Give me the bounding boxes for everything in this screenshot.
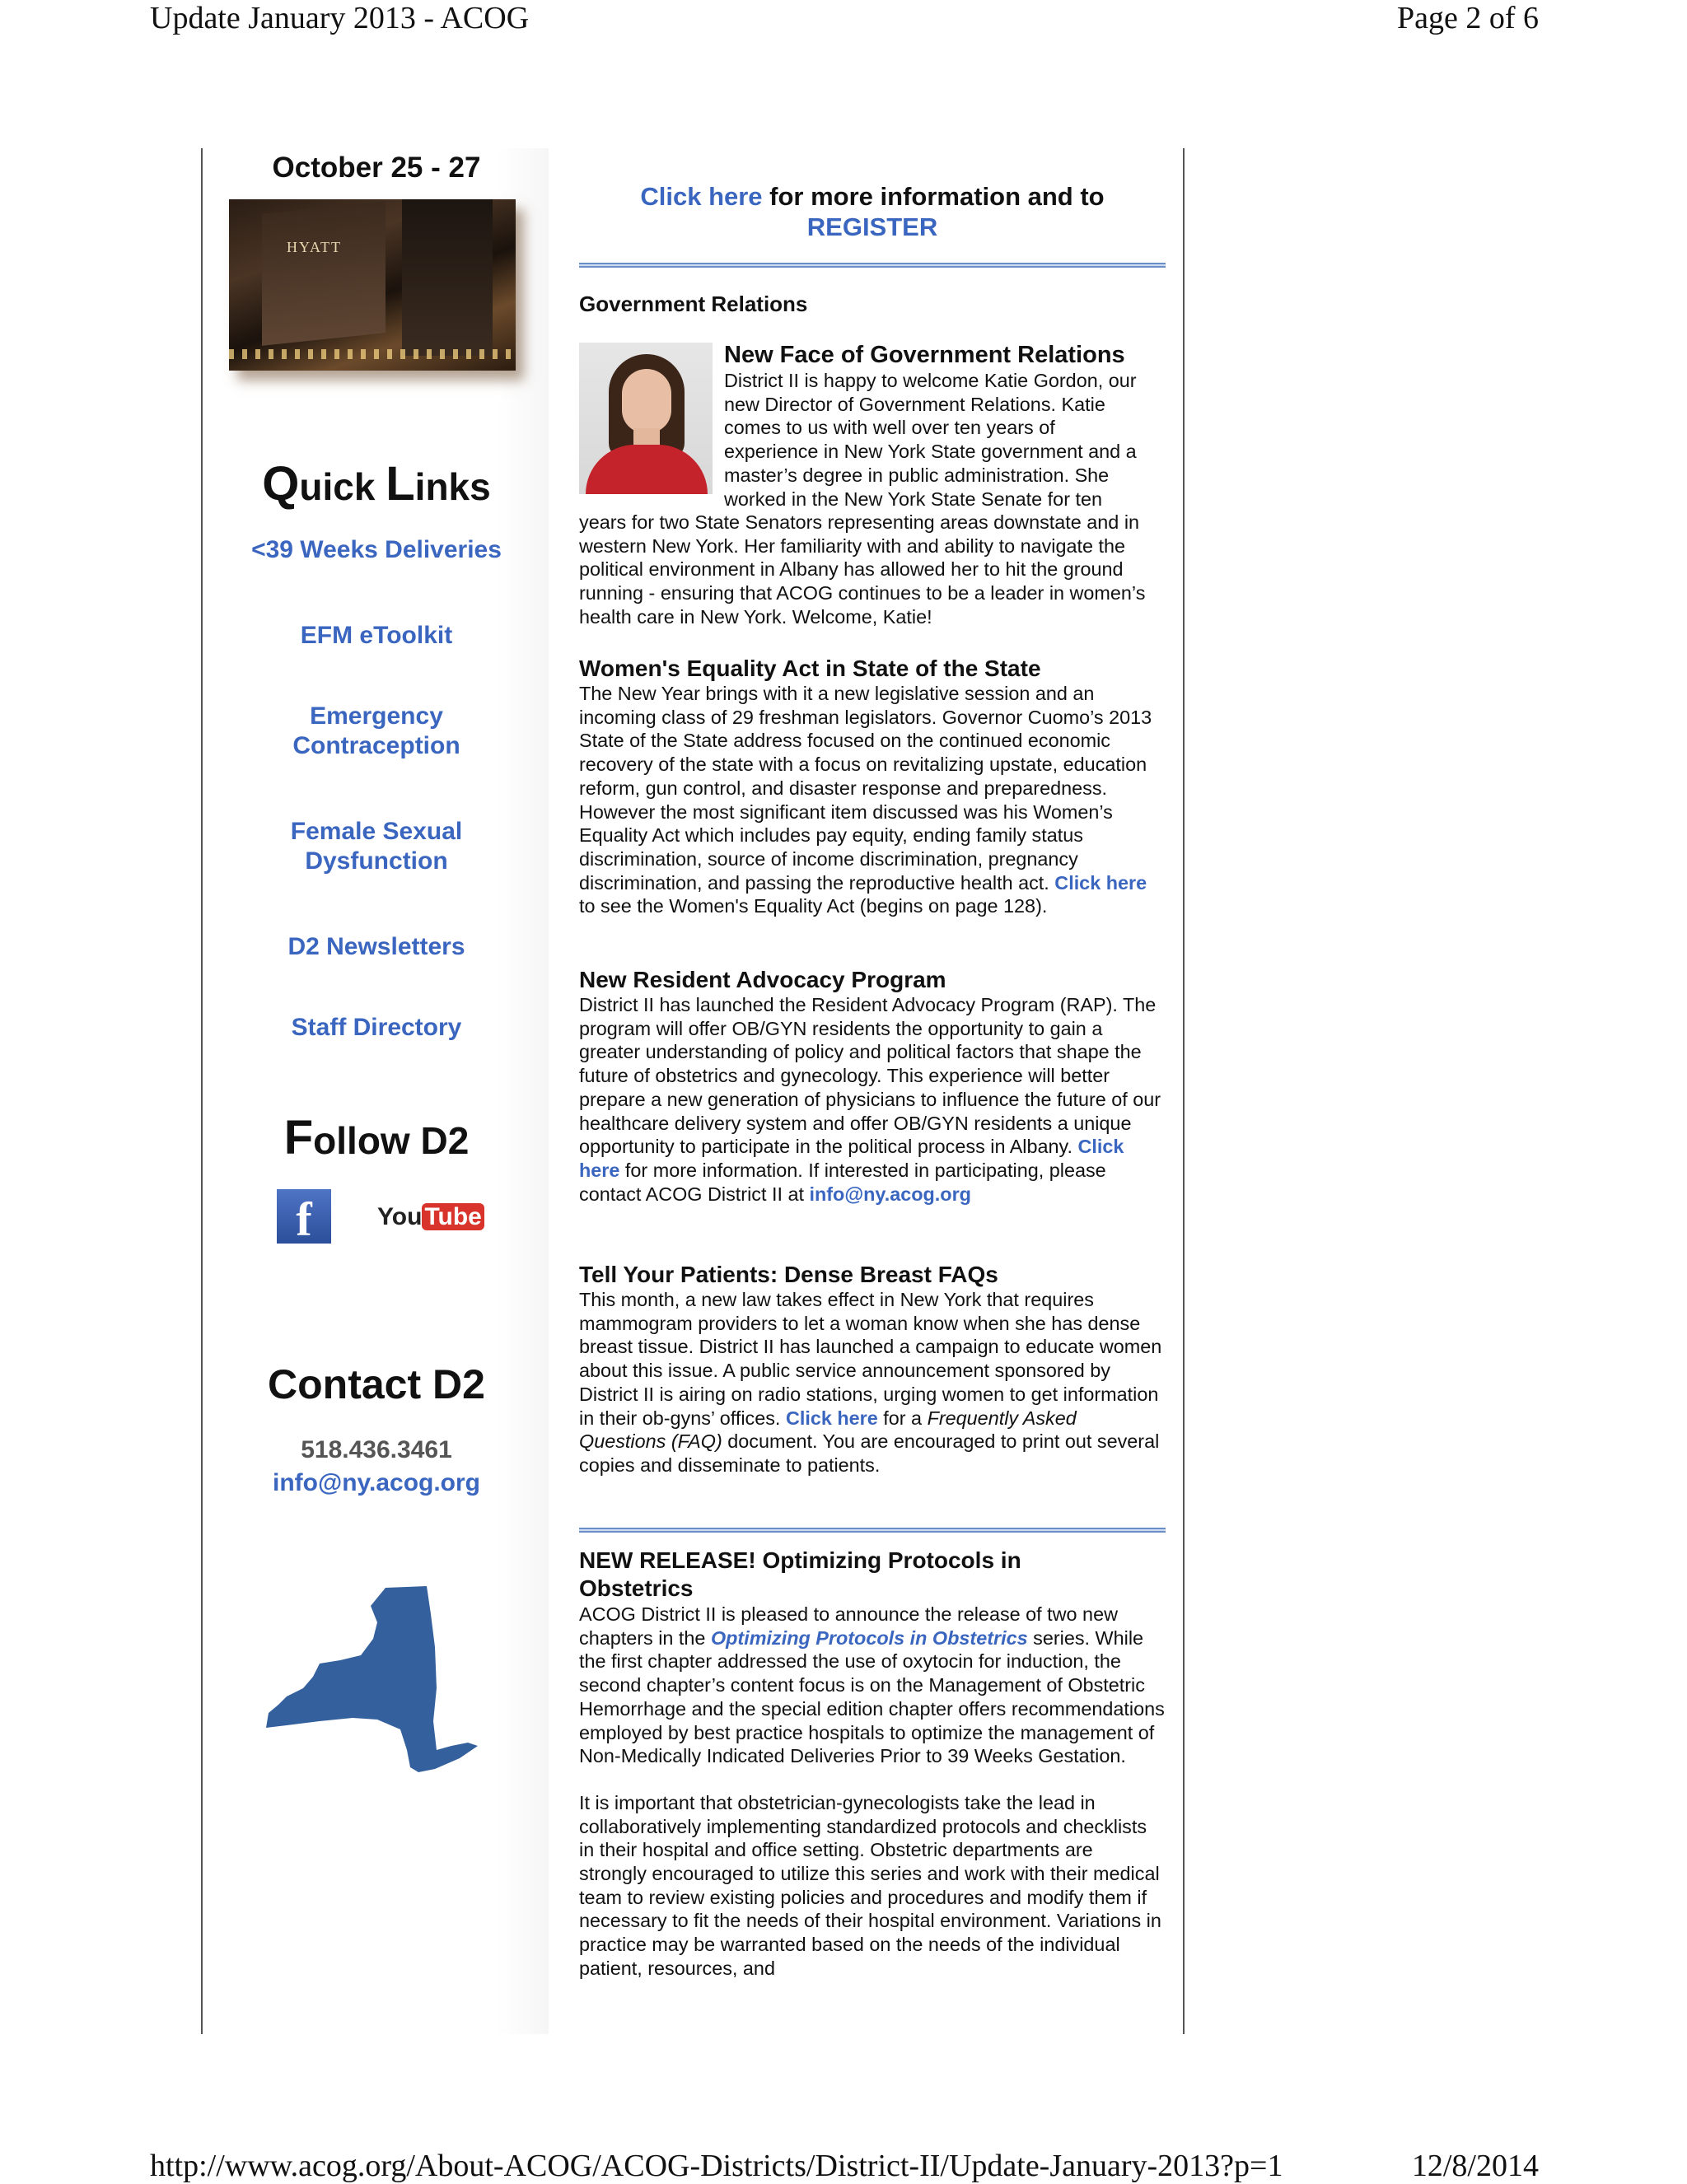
hotel-lights (229, 349, 516, 359)
protocols-section (579, 1547, 1166, 1981)
equality-section (579, 656, 1166, 918)
contact-phone: 518.436.3461 (301, 1436, 452, 1463)
right-column-rule (1183, 148, 1185, 2034)
government-relations-heading: Government Relations (579, 292, 808, 316)
rap-email-link[interactable]: info@ny.acog.org (809, 1183, 971, 1205)
katie-gordon-photo (579, 343, 713, 494)
hotel-photo[interactable] (229, 199, 516, 371)
link-39-weeks-deliveries[interactable]: <39 Weeks Deliveries (251, 536, 502, 563)
contact-email-link[interactable]: info@ny.acog.org (272, 1469, 481, 1496)
link-emergency-contraception[interactable]: Emergency Contraception (292, 702, 460, 759)
contact-d2-heading: Contact D2 (268, 1361, 485, 1407)
event-date: October 25 - 27 (272, 152, 481, 184)
optimizing-protocols-link[interactable]: Optimizing Protocols in Obstetrics (710, 1626, 1028, 1649)
hotel-sign: HYATT (287, 239, 342, 255)
link-d2-newsletters[interactable]: D2 Newsletters (287, 933, 465, 960)
new-face-title: New Face of Government Relations (724, 342, 1125, 368)
dense-breast-body: This month, a new law takes effect in New York that requires mammogram providers to let a woman know when she has dense breast tissue. District II has launched a campaign to educate women about this issue. A public service announcement sponsored by District II is airing on radio stations, urging women to get information in their ob-gyns’ offices. Click here for a Frequently Asked Questions (FAQ) document. You are encouraged to print out several copies and disseminate to patients. (579, 1289, 1162, 1476)
print-date: 12/8/2014 (1411, 2149, 1539, 2183)
section-divider-2 (579, 1528, 1166, 1533)
rap-click-here-link[interactable]: Click here (579, 1136, 1124, 1181)
rap-title: New Resident Advocacy Program (579, 967, 946, 992)
print-header (0, 0, 1687, 41)
print-page-number: Page 2 of 6 (1396, 1, 1539, 35)
left-column-rule (201, 148, 203, 2034)
cta-click-here-link[interactable]: Click here (640, 182, 763, 211)
rap-body: District II has launched the Resident Advocacy Program (RAP). The program will offer OB/GYN residents the opportunity to gain a greater understanding of policy and political factors that shape the future of obstetrics and gynecology. This experience will better prepare a new generation of physicians to influence the future of our healthcare delivery system and offer OB/GYN residents a unique opportunity to participate in the political process in Albany. Click here for more information. If interested in participating, please contact ACOG District II at info@ny.acog.org (579, 994, 1161, 1205)
hotel-tower (262, 201, 386, 346)
link-female-sexual-dysfunction[interactable]: Female Sexual Dysfunction (290, 818, 463, 875)
faq-click-here-link[interactable]: Click here (785, 1407, 878, 1429)
print-title: Update January 2013 - ACOG (150, 1, 530, 35)
dense-breast-section (579, 1262, 1166, 1477)
quick-links-heading: Quick Links (262, 457, 491, 511)
facebook-icon[interactable]: f (277, 1189, 331, 1244)
sidebar (204, 148, 549, 2034)
rap-section (579, 967, 1166, 1206)
register-cta: Click here for more information and to REGISTER (640, 182, 1105, 241)
youtube-icon[interactable]: You Tube (377, 1201, 476, 1234)
equality-body: The New Year brings with it a new legislative session and an incoming class of 29 freshman legislators. Governor Cuomo’s 2013 State of the State address focused on the continued economic recovery of the state with a focus on revitalizing upstate, education reform, gun control, and disaster response and preparedness. However the most significant item discussed was his Women’s Equality Act which includes pay equity, ending family status discrimination, source of income discrimination, pregnancy discrimination, and passing the reproductive health act. Click here to see the Women's Equality Act (begins on page 128). (579, 683, 1152, 917)
new-face-wrapped: New Face of Government Relations District II is happy to welcome Katie Gordon, our new Director of Government Relations. Katie comes to us with well over ten years of experience in New York State government and a master’s degree in public administration. She worked in the New York State Senate for ten (724, 341, 1169, 511)
register-link[interactable]: REGISTER (806, 212, 938, 241)
equality-title: Women's Equality Act in State of the State (579, 656, 1041, 681)
new-face-body: years for two State Senators representing areas downstate and in western New York. Her familiarity with and ability to navigate the political environment in Albany has allowed her to hit the ground running - ensuring that ACOG continues to be a leader in women’s health care in New York. Welcome, Katie! (579, 511, 1146, 628)
print-footer (0, 2141, 1687, 2182)
link-efm-etoolkit[interactable]: EFM eToolkit (300, 622, 453, 649)
link-staff-directory[interactable]: Staff Directory (291, 1014, 462, 1041)
protocols-body-1: ACOG District II is pleased to announce the release of two new chapters in the Optimizing Protocols in Obstetrics series. While the first chapter addressed the use of oxytocin for induction, the second chapter’s content focus is on the Management of Obstetric Hemorrhage and the special edition chapter offers recommendations employed by best practice hospitals to optimize the management of Non-Medically Indicated Deliveries Prior to 39 Weeks Gestation. (579, 1603, 1165, 1767)
protocols-title: NEW RELEASE! Optimizing Protocols in Obstetrics (579, 1547, 1021, 1601)
hotel-tower-2 (402, 199, 493, 356)
equality-click-here-link[interactable]: Click here (1054, 871, 1147, 894)
section-divider (579, 263, 1166, 268)
print-url: http://www.acog.org/About-ACOG/ACOG-Districts/District-II/Update-January-2013?p=1 (150, 2149, 1283, 2183)
protocols-body-2: It is important that obstetrician-gynecologists take the lead in collaboratively implementing standardized protocols and checklists in their hospital and office setting. Obstetric departments are strongly encouraged to utilize this series and work with their medical team to review existing policies and procedures and modify them if necessary to fit the needs of their hospital environment. Variations in practice may be warranted based on the needs of the individual patient, resources, and (579, 1791, 1161, 1979)
new-york-state-map-icon (262, 1581, 484, 1787)
dense-breast-title: Tell Your Patients: Dense Breast FAQs (579, 1262, 998, 1287)
follow-d2-heading: Follow D2 (283, 1111, 470, 1164)
